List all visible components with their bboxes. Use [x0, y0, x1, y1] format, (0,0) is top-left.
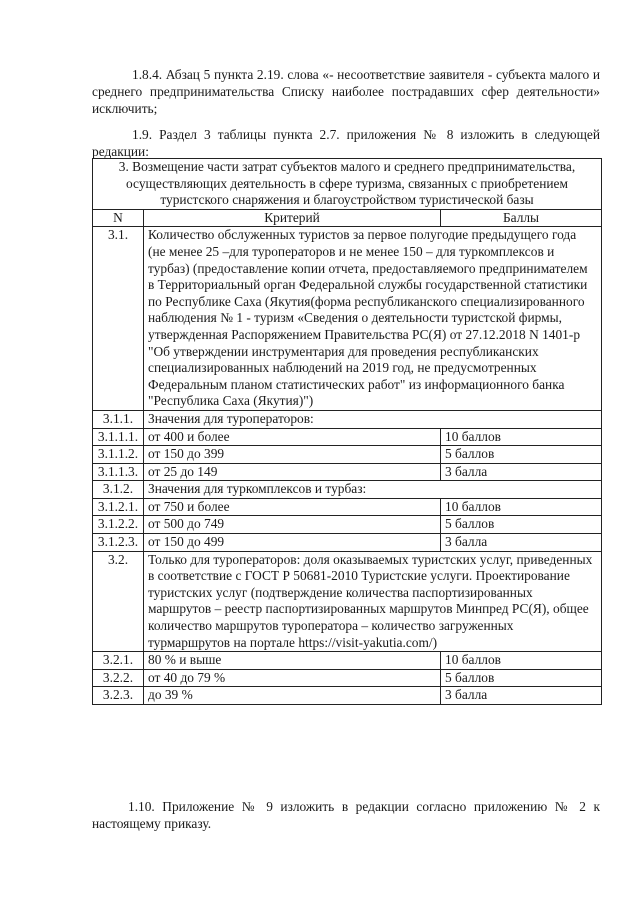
table-row [93, 481, 602, 499]
row-points: 3 балла [441, 463, 602, 481]
row-points: 3 балла [441, 534, 602, 552]
table-row [93, 534, 602, 552]
row-points: 5 баллов [441, 669, 602, 687]
table-header-row [93, 209, 602, 227]
table-row [93, 227, 602, 411]
row-points: 5 баллов [441, 516, 602, 534]
table-row [93, 428, 602, 446]
table-row [93, 463, 602, 481]
column-header-criterion: Критерий [144, 209, 441, 227]
row-number: 3.1.2.2. [93, 516, 144, 534]
row-number: 3.1.1.3. [93, 463, 144, 481]
row-number: 3.2. [93, 551, 144, 652]
table-row [93, 652, 602, 670]
row-number: 3.1.1.2. [93, 446, 144, 464]
paragraph-1-8-4: 1.8.4. Абзац 5 пункта 2.19. слова «- несоответствие заявителя - субъекта малого и среднего предпринимательства Списку наиболее пострадавших сфер деятельности» исключить; [92, 67, 600, 116]
paragraph-1-9: 1.9. Раздел 3 таблицы пункта 2.7. приложения № 8 изложить в следующей редакции: [92, 127, 600, 159]
table-row [93, 410, 602, 428]
column-header-points: Баллы [441, 209, 602, 227]
row-criterion: Количество обслуженных туристов за первое полугодие предыдущего года (не менее 25 –для туроператоров и не менее 150 – для туркомплексов и турбаз) (предоставление копии отчета, предоставляемого предпринимателем в Территориальный орган Федеральной службы государственной статистики по Республике Саха (Якутия(форма республиканского специализированного наблюдения № 1 - туризм «Сведения о деятельности туристской фирмы, утвержденная Распоряжением Правительства РС(Я) от 27.12.2018 N 1401-р "Об утверждении инструментария для проведения республиканских специализированных наблюдений на 2019 год, не предусмотренных Федеральным планом статистических работ" из информационного банка "Республика Саха (Якутия)") [144, 227, 602, 411]
row-criterion: Значения для туроператоров: [144, 410, 602, 428]
row-criterion: от 40 до 79 % [144, 669, 441, 687]
row-number: 3.2.3. [93, 687, 144, 705]
table-row [93, 498, 602, 516]
row-criterion: от 500 до 749 [144, 516, 441, 534]
table-row [93, 551, 602, 652]
column-header-number: N [93, 209, 144, 227]
row-criterion: от 150 до 399 [144, 446, 441, 464]
table-title-row [93, 159, 602, 210]
paragraph-1-10: 1.10. Приложение № 9 изложить в редакции согласно приложению № 2 к настоящему приказу. [92, 799, 600, 831]
row-criterion: 80 % и выше [144, 652, 441, 670]
table-row [93, 669, 602, 687]
row-points: 5 баллов [441, 446, 602, 464]
row-number: 3.1.2. [93, 481, 144, 499]
row-criterion: от 150 до 499 [144, 534, 441, 552]
row-number: 3.1.2.1. [93, 498, 144, 516]
row-criterion: Значения для туркомплексов и турбаз: [144, 481, 602, 499]
row-criterion: от 750 и более [144, 498, 441, 516]
row-number: 3.2.1. [93, 652, 144, 670]
row-points: 10 баллов [441, 652, 602, 670]
table-row [93, 516, 602, 534]
criteria-table [92, 158, 602, 705]
table-row [93, 687, 602, 705]
table-row [93, 446, 602, 464]
row-criterion: от 25 до 149 [144, 463, 441, 481]
row-criterion: от 400 и более [144, 428, 441, 446]
row-number: 3.2.2. [93, 669, 144, 687]
row-points: 3 балла [441, 687, 602, 705]
row-criterion: Только для туроператоров: доля оказываемых туристских услуг, приведенных в соответствие с ГОСТ Р 50681-2010 Туристские услуги. Проектирование туристских услуг (подтверждение количества паспортизированных маршрутов – реестр паспортизированных маршрутов Минпред РС(Я), общее количество маршрутов туроператора – количество загруженных турмаршрутов на портале https://visit-yakutia.com/) [144, 551, 602, 652]
row-number: 3.1.1.1. [93, 428, 144, 446]
row-number: 3.1.1. [93, 410, 144, 428]
table-title: 3. Возмещение части затрат субъектов малого и среднего предпринимательства, осуществляющих деятельность в сфере туризма, связанных с приобретением туристского снаряжения и благоустройством туристической базы [93, 159, 602, 210]
row-points: 10 баллов [441, 498, 602, 516]
row-criterion: до 39 % [144, 687, 441, 705]
row-number: 3.1. [93, 227, 144, 411]
row-number: 3.1.2.3. [93, 534, 144, 552]
row-points: 10 баллов [441, 428, 602, 446]
